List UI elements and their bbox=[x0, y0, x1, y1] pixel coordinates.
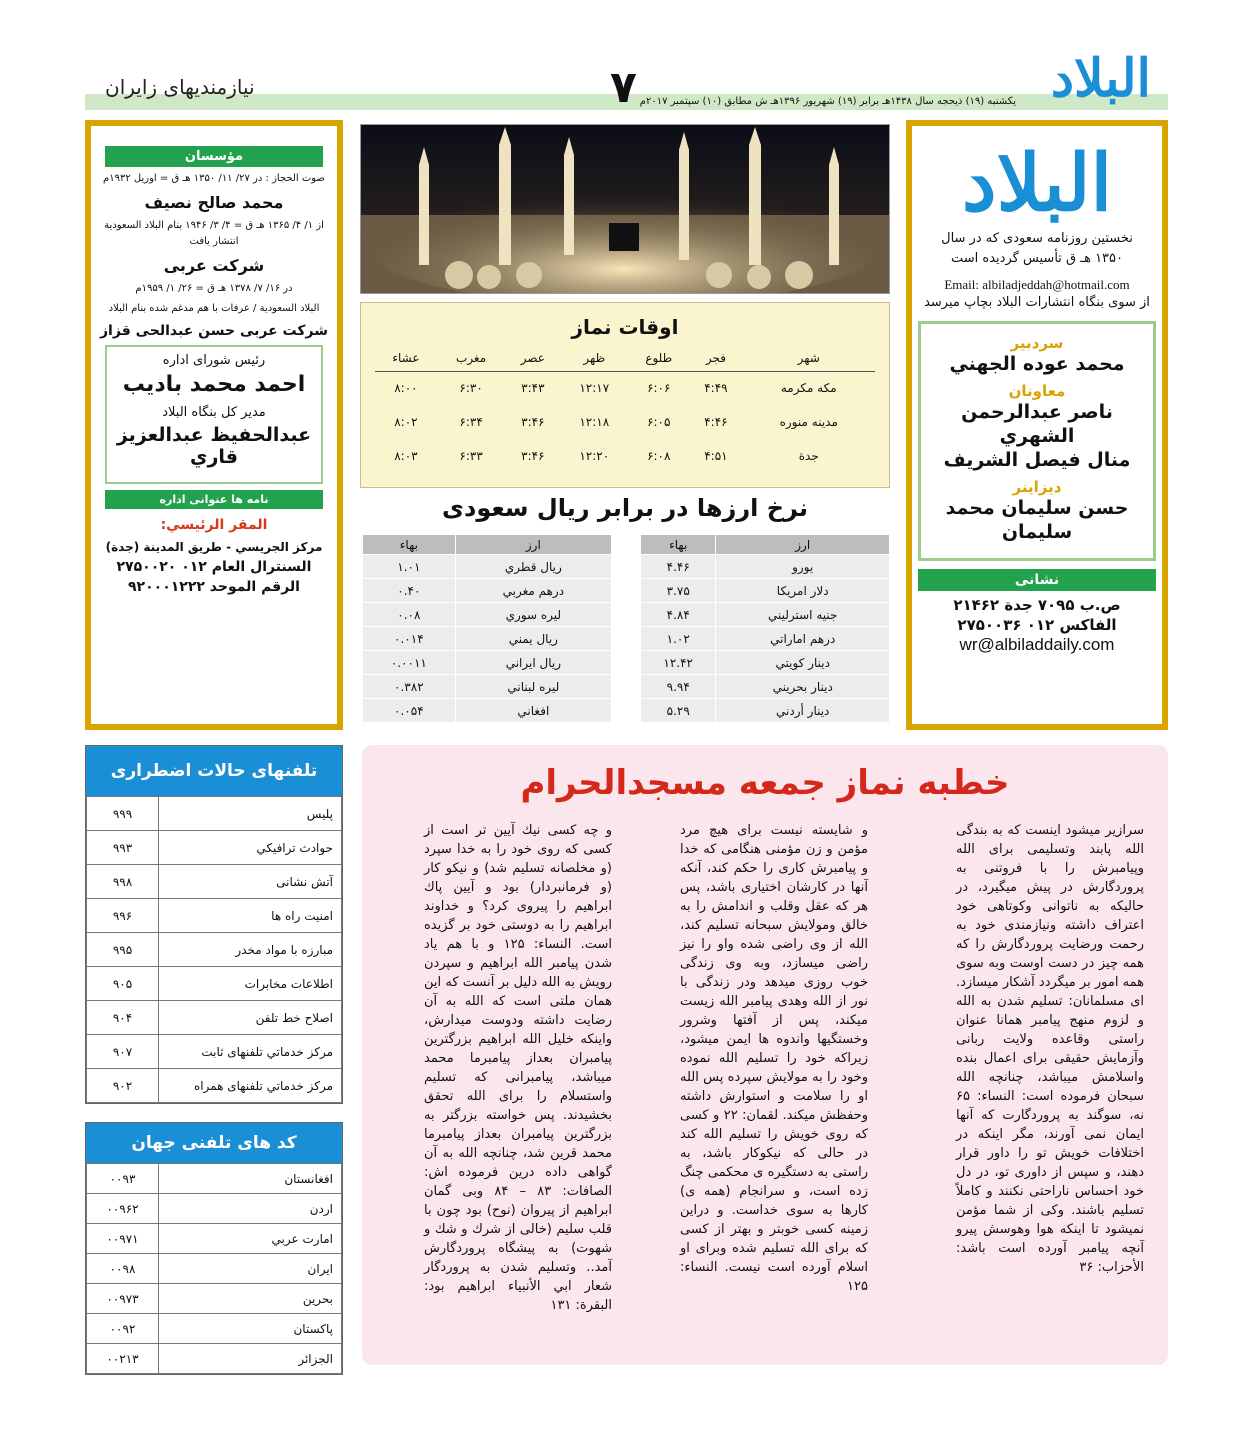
prayer-cell: ۴:۵۱ bbox=[704, 449, 728, 463]
currency-col-price: بهاء bbox=[363, 535, 456, 555]
currency-name: يورو bbox=[716, 555, 890, 579]
prayer-cell: ۱۲:۲۰ bbox=[579, 449, 610, 463]
founders-line-4: البلاد السعودية / عرفات با هم مدغم شده بنام البلاد bbox=[108, 303, 320, 314]
designer-name: حسن سليمان محمد سليمان bbox=[945, 497, 1129, 543]
currency-header-row bbox=[363, 535, 612, 555]
prayer-col-sunrise: طلوع bbox=[628, 345, 689, 371]
table-row bbox=[87, 1001, 342, 1035]
unified-number: الرقم الموحد ۹۲۰۰۰۱۲۲۲ bbox=[128, 579, 300, 595]
currency-name: ريال ايراني bbox=[455, 651, 611, 675]
hq-label: المقر الرئيسي: bbox=[160, 517, 268, 533]
table-row bbox=[87, 899, 342, 933]
service-name: اطلاعات مخابرات bbox=[159, 967, 342, 1001]
currency-col-name: ارز bbox=[455, 535, 611, 555]
service-name: آتش نشانى bbox=[159, 865, 342, 899]
currency-name: جنيه استرليني bbox=[716, 603, 890, 627]
currency-name: افغاني bbox=[455, 699, 611, 723]
board-role: رئيس شوراى اداره bbox=[162, 353, 266, 368]
table-row bbox=[641, 651, 890, 675]
country-name: افغانستان bbox=[159, 1164, 342, 1194]
table-row bbox=[363, 675, 612, 699]
currency-price: ۰.۳۸۲ bbox=[363, 675, 456, 699]
prayer-col-asr: عصر bbox=[505, 345, 560, 371]
founders-line-1: صوت الحجاز : در ۲۷/ ۱۱/ ۱۳۵۰ هـ ق = اوريل ۱۹۳۲م bbox=[103, 173, 325, 184]
prayer-cell: ۱۲:۱۸ bbox=[579, 415, 610, 429]
table-row bbox=[87, 1284, 342, 1314]
currency-title: نرخ ارزها در برابر ريال سعودی bbox=[442, 494, 808, 522]
currency-price: ۳.۷۵ bbox=[641, 579, 716, 603]
table-row bbox=[87, 1035, 342, 1069]
service-name: مبارزه با مواد مخدر bbox=[159, 933, 342, 967]
country-code: ۰۰۹۷۱ bbox=[87, 1224, 159, 1254]
prayer-times-title: اوقات نماز bbox=[571, 315, 679, 339]
prayer-col-city: شهر bbox=[743, 345, 875, 371]
masthead-email: Email: albiladjeddah@hotmail.com bbox=[944, 277, 1130, 292]
prayer-cell: ۶:۳۰ bbox=[459, 381, 483, 396]
currency-price: ۱.۰۲ bbox=[641, 627, 716, 651]
table-row bbox=[641, 699, 890, 723]
service-name: مركز خدماتي تلفنهای همراه bbox=[159, 1069, 342, 1103]
founder-name-1: محمد صالح نصيف bbox=[144, 193, 284, 212]
currency-price: ۹.۹۴ bbox=[641, 675, 716, 699]
phone-number: ۹۹۳ bbox=[87, 831, 159, 865]
director-name: عبدالحفيظ عبدالعزيز قاري bbox=[116, 424, 312, 468]
currency-price: ۵.۲۹ bbox=[641, 699, 716, 723]
currency-name: ريال يمني bbox=[455, 627, 611, 651]
founders-line-3: در ۱۶/ ۷/ ۱۳۷۸ هـ ق = ۲۶/ ۱/ ۱۹۵۹م bbox=[135, 283, 293, 294]
country-code: ۰۰۹۲ bbox=[87, 1314, 159, 1344]
table-row bbox=[641, 675, 890, 699]
table-row bbox=[363, 699, 612, 723]
prayer-cell: ۴:۴۶ bbox=[704, 415, 728, 429]
service-name: مركز خدماتي تلفنهای ثابت bbox=[159, 1035, 342, 1069]
founders-box bbox=[85, 120, 343, 730]
currency-name: دينار بحريني bbox=[716, 675, 890, 699]
web-email: wr@albiladdaily.com bbox=[959, 635, 1115, 654]
prayer-cell: ۶:۰۶ bbox=[647, 381, 671, 396]
table-row bbox=[87, 797, 342, 831]
founder-name-3: شركت عربى حسن عبدالحى قزاز bbox=[100, 323, 328, 339]
prayer-cell: مكه مكرمه bbox=[780, 381, 837, 396]
currency-name: دينار كويتي bbox=[716, 651, 890, 675]
currency-price: ۰.۰۸ bbox=[363, 603, 456, 627]
currency-price: ۰.۰۱۴ bbox=[363, 627, 456, 651]
editor-role: سردبیر bbox=[1010, 334, 1064, 352]
prayer-cell: ۶:۰۸ bbox=[647, 449, 671, 463]
prayer-cell: ۶:۳۳ bbox=[459, 449, 483, 463]
table-row bbox=[87, 1194, 342, 1224]
table-row bbox=[87, 865, 342, 899]
phone-number: ۹۰۲ bbox=[87, 1069, 159, 1103]
country-code: ۰۰۹۳ bbox=[87, 1164, 159, 1194]
table-row bbox=[87, 1224, 342, 1254]
country-code: ۰۰۹۷۳ bbox=[87, 1284, 159, 1314]
deputies-role: معاونان bbox=[1008, 382, 1066, 400]
masthead-intro-2: ۱۳۵۰ هـ ق تأسیس گردیده است bbox=[951, 251, 1123, 266]
masthead-publisher: از سوی بنگاه انتشارات البلاد بچاپ میرسد bbox=[924, 295, 1150, 310]
table-row bbox=[363, 627, 612, 651]
board-name: احمد محمد باديب bbox=[122, 372, 306, 397]
prayer-cell: ۸:۰۳ bbox=[394, 449, 418, 463]
table-row bbox=[641, 555, 890, 579]
prayer-times-table bbox=[375, 345, 875, 473]
header-date: یکشنبه (۱۹) ذیحجه سال ۱۴۳۸هـ برابر (۱۹) شهریور ۱۳۹۶هـ ش مطابق (۱۰) سپتمبر ۲۰۱۷م bbox=[639, 96, 1016, 107]
currency-price: ۰.۰۵۴ bbox=[363, 699, 456, 723]
founders-title: مؤسسان bbox=[105, 146, 323, 167]
table-row bbox=[87, 1314, 342, 1344]
currency-price: ۴.۴۶ bbox=[641, 555, 716, 579]
prayer-cell: ۶:۳۴ bbox=[459, 415, 483, 429]
editor-name: محمد عوده الجهني bbox=[949, 353, 1125, 375]
page-header bbox=[0, 0, 1256, 118]
prayer-cell: مدينه منوره bbox=[779, 415, 838, 429]
masthead-logo: البلاد bbox=[961, 138, 1113, 229]
masthead-intro-1: نخستین روزنامه سعودی که در سال bbox=[941, 231, 1133, 246]
sermon-column-2: و شايسته نيست براى هيچ مرد مؤمن و زن مؤمنى هنگامى كه خدا و پيامبرش كارى را حكم كند، آنكه آنها در كارشان اختيارى باشد، پس هر كه عقل وقلب و اندامش را به خالق ومولايش سبحانه تسليم كند، الله از وى راضى شده واو را نيز راضى ميسازد، وبه وى زندگى خوب روزى ميدهد ودر زندگى با نور از الله وهدى پيامبر الله زيست ميكند، پس از آفتها وشرور وخستگيها واندوه ها ايمن ميشود، زيراكه خود را تسليم الله نموده وخود را به مولايش سپرده پس الله او را سلامت و استوارش داشته وحفظش ميكند. لقمان: ۲۲ و كسى كه روى خويش را تسليم الله كند در حالى كه نيكوكار باشد، به راستى به دستگيره ى محكمى چنگ زده است، و سرانجام (همه ى) كارها به سوى خداست. و دراين زمينه كسى خوبتر و بهتر از كسى كه براى الله تسليم شده وبراى او اسلام آورده است نيست. النساء: ۱۲۵ bbox=[680, 823, 868, 1294]
prayer-cell: ۸:۰۲ bbox=[394, 415, 418, 429]
po-box: ص.ب ۷۰۹۵ جدة ۲۱۴۶۲ bbox=[953, 596, 1121, 614]
designer-role: ديزاينر bbox=[1012, 478, 1062, 496]
currency-price: ۱۲.۴۲ bbox=[641, 651, 716, 675]
deputy-name-2: منال فيصل الشريف bbox=[943, 449, 1131, 471]
service-name: حوادث ترافيكي bbox=[159, 831, 342, 865]
world-codes-box bbox=[85, 1122, 343, 1375]
prayer-col-maghrib: مغرب bbox=[437, 345, 506, 371]
section-title: نیازمندیهای زایران bbox=[105, 75, 255, 99]
director-role: مدير كل بنگاه البلاد bbox=[162, 405, 266, 420]
currency-name: ليره لبناني bbox=[455, 675, 611, 699]
emergency-phones-box bbox=[85, 745, 343, 1104]
service-name: پليس bbox=[159, 797, 342, 831]
masthead-contact bbox=[912, 591, 1162, 655]
prayer-cell: ۶:۰۵ bbox=[647, 415, 671, 429]
prayer-header-row bbox=[375, 345, 875, 371]
prayer-col-isha: عشاء bbox=[375, 345, 437, 371]
table-row bbox=[87, 967, 342, 1001]
phone-number: ۹۹۵ bbox=[87, 933, 159, 967]
switchboard-number: السنترال العام ۰۱۲ ۲۷۵۰۰۲۰ bbox=[116, 559, 312, 575]
sermon-column-1: سرازير ميشود اينست كه به بندگى الله پابند وتسليمى براى الله وپيامبرش را با فروتنى به پروردگارش در پيش ميگيرد، در حاليكه به ناتوانى وكوتاهى خود اعتراف داشته ونيازمندى خود به رحمت ورضايت پروردگارش را كه همه چيز در دست اوست وبه سوى همه امور بر ميگردد آشكار ميسازد. اى مسلمانان: تسليم شدن به الله و لزوم منهج پيامبر همانا عنوان راستى وقاعده ولايت ربانى وآزمايش حقيقى براى اعمال بنده واسلامش ميباشد، چنانچه الله سبحان فرموده است: النساء: ۶۵ نه، سوگند به پروردگارت كه آنها ايمان نمى آورند، مگر اينكه در اختلافات خويش تو را داور قرار دهند، و سپس از داورى تو، در دل خود احساس ناراحتى نكنند و كاملاً تسليم باشند. وكى از شما مؤمن نميشود تا اينكه هوا وهوسش پيرو آنچه پيامبر آورده است باشد: الأحزاب: ۳۶ bbox=[956, 823, 1144, 1275]
table-row bbox=[363, 579, 612, 603]
service-name: امنيت راه ها bbox=[159, 899, 342, 933]
currency-price: ۰.۰۰۱۱ bbox=[363, 651, 456, 675]
table-row bbox=[87, 1069, 342, 1103]
service-name: اصلاح خط تلفن bbox=[159, 1001, 342, 1035]
founder-name-2: شركت عربى bbox=[163, 256, 265, 275]
table-row bbox=[87, 1254, 342, 1284]
table-row bbox=[641, 603, 890, 627]
board-box bbox=[105, 345, 323, 484]
table-row bbox=[375, 371, 875, 405]
currency-name: درهم مغربي bbox=[455, 579, 611, 603]
currency-table-right bbox=[640, 534, 890, 723]
currency-name: ليره سوري bbox=[455, 603, 611, 627]
phone-number: ۹۰۷ bbox=[87, 1035, 159, 1069]
prayer-cell: ۴:۴۹ bbox=[704, 381, 728, 396]
masthead-staff bbox=[918, 321, 1156, 561]
table-row bbox=[641, 627, 890, 651]
prayer-times-box bbox=[360, 302, 890, 488]
country-name: الجزائر bbox=[159, 1344, 342, 1374]
table-row bbox=[641, 579, 890, 603]
admin-bar: نامه ها عنوانى اداره bbox=[105, 490, 323, 509]
deputy-name-1: ناصر عبدالرحمن الشهري bbox=[961, 401, 1113, 447]
sermon-title: خطبه نماز جمعه مسجدالحرام bbox=[520, 763, 1010, 803]
currency-header-row bbox=[641, 535, 890, 555]
prayer-cell: ۳:۴۳ bbox=[521, 381, 545, 396]
table-row bbox=[87, 933, 342, 967]
country-code: ۰۰۹۸ bbox=[87, 1254, 159, 1284]
prayer-cell: ۱۲:۱۷ bbox=[579, 381, 610, 396]
phone-number: ۹۰۵ bbox=[87, 967, 159, 1001]
address-label: نشانی bbox=[918, 569, 1156, 591]
albilad-logo: البلاد bbox=[1050, 48, 1151, 109]
mosque-night-image bbox=[360, 125, 889, 294]
fax-number: الفاكس ۰۱۲ ۲۷۵۰۰۳۶ bbox=[957, 616, 1117, 634]
country-name: ايران bbox=[159, 1254, 342, 1284]
table-row bbox=[375, 405, 875, 439]
emergency-phones-table bbox=[86, 796, 342, 1103]
currency-name: دينار أردني bbox=[716, 699, 890, 723]
currency-price: ۰.۴۰ bbox=[363, 579, 456, 603]
phone-number: ۹۹۸ bbox=[87, 865, 159, 899]
hq-address: مركز الجريسي - طريق المدينة (جدة) bbox=[105, 540, 323, 554]
prayer-col-dhuhr: ظهر bbox=[560, 345, 628, 371]
country-name: امارت عربي bbox=[159, 1224, 342, 1254]
sermon-article bbox=[362, 745, 1168, 1365]
prayer-col-fajr: فجر bbox=[689, 345, 742, 371]
page-number: ۷ bbox=[610, 62, 637, 113]
currency-price: ۴.۸۴ bbox=[641, 603, 716, 627]
prayer-cell: جدة bbox=[798, 449, 819, 463]
table-row bbox=[87, 1164, 342, 1194]
founders-line-2: از ۱/ ۴/ ۱۳۶۵ هـ ق = ۴/ ۳/ ۱۹۴۶ بنام البلاد السعودية انتشار يافت bbox=[104, 220, 324, 247]
country-name: پاكستان bbox=[159, 1314, 342, 1344]
currency-col-name: ارز bbox=[716, 535, 890, 555]
table-row bbox=[363, 555, 612, 579]
emergency-phones-title: تلفنهای حالات اضطراری bbox=[86, 746, 342, 796]
currency-name: دلار امريكا bbox=[716, 579, 890, 603]
prayer-cell: ۳:۴۶ bbox=[521, 415, 545, 429]
prayer-cell: ۳:۴۶ bbox=[521, 449, 545, 463]
table-row bbox=[87, 1344, 342, 1374]
currency-price: ۱.۰۱ bbox=[363, 555, 456, 579]
country-name: اردن bbox=[159, 1194, 342, 1224]
masthead-box bbox=[906, 120, 1168, 730]
phone-number: ۹۹۶ bbox=[87, 899, 159, 933]
phone-number: ۹۰۴ bbox=[87, 1001, 159, 1035]
phone-number: ۹۹۹ bbox=[87, 797, 159, 831]
currency-name: درهم اماراتي bbox=[716, 627, 890, 651]
country-code: ۰۰۹۶۲ bbox=[87, 1194, 159, 1224]
world-codes-table bbox=[86, 1163, 342, 1374]
table-row bbox=[363, 603, 612, 627]
prayer-cell: ۸:۰۰ bbox=[394, 381, 418, 396]
country-name: بحرين bbox=[159, 1284, 342, 1314]
masjid-al-haram-photo bbox=[360, 124, 890, 294]
currency-name: ريال قطري bbox=[455, 555, 611, 579]
world-codes-title: كد های تلفنی جهان bbox=[86, 1123, 342, 1163]
table-row bbox=[363, 651, 612, 675]
table-row bbox=[87, 831, 342, 865]
table-row bbox=[375, 439, 875, 473]
sermon-column-3: و چه كسى نيك آيين تر است از كسى كه روى خود را به خدا سپرد (و مخلصانه تسليم شد) و نيكو كار (و فرمانبردار) بود و آيين پاك ابراهيم را پيروى كرد؟ و خداوند ابراهيم را به دوستى خود بر گزيده است. النساء: ۱۲۵ و با هم ياد شدن پيامبر الله ابراهيم و سپردن رويش به الله دليل بر آنست كه اين همان ملتى است كه الله به آن رضايت داشته ودوست ميدارش، واينكه خليل الله ابراهيم بزرگترين پيامبران بعداز پيامبرما محمد ميباشد، پيامبرانى كه تسليم واستسلام را براى الله تحقق بخشيدند. پس خواسته بزرگتر به بزرگترين پيامبران بعداز پيامبرما محمد قرين شد، چنانچه الله به آن گواهى داده درين فرموده اش: الصافات: ۸۳ – ۸۴ وبى گمان ابراهيم از پيروان (نوح) بود چون با قلب سليم (خالى از شرك و شك و شهوت) به پيشگاه پروردگارش آمد.. وتسليم شدن به پروردگار شعار ابي الأنبياء ابراهيم بود: البقرة: ۱۳۱ bbox=[424, 823, 613, 1313]
currency-col-price: بهاء bbox=[641, 535, 716, 555]
currency-table-left bbox=[362, 534, 612, 723]
country-code: ۰۰۲۱۳ bbox=[87, 1344, 159, 1374]
